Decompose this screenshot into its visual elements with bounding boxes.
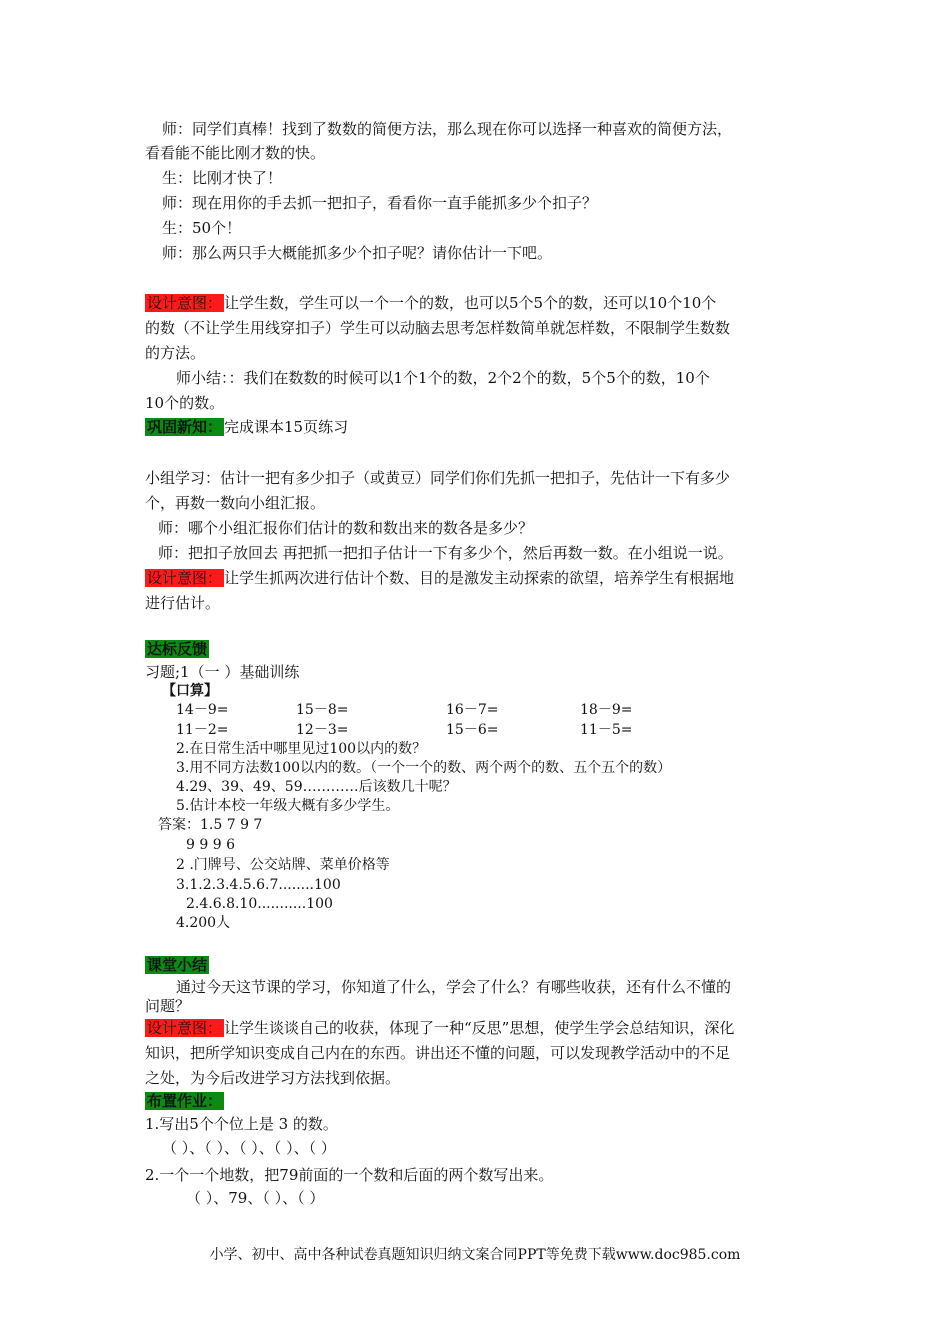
design-intent-label: 设计意图： <box>147 1019 223 1037</box>
summary-line-cont: 问题？ <box>145 997 191 1015</box>
answer-line: 9 9 9 6 <box>186 837 235 853</box>
teacher-summary-cont: 10个的数。 <box>145 394 225 412</box>
question-item: 4.29、39、49、59…………后该数几十呢？ <box>176 779 457 795</box>
paragraph-line: 进行估计。 <box>145 594 221 612</box>
paragraph-text: 让学生谈谈自己的收获，体现了一种“反思”思想，使学生学会总结知识，深化 <box>224 1019 735 1037</box>
calc-item: 15－6= <box>446 722 499 738</box>
answer-line: 2 .门牌号、公交站牌、菜单价格等 <box>176 857 390 873</box>
paragraph-line: 之处，为今后改进学习方法找到依据。 <box>145 1069 401 1087</box>
teacher-line: 师：把扣子放回去 再把抓一把扣子估计一下有多少个，然后再数一数。在小组说一说。 <box>158 544 733 562</box>
group-study-line: 小组学习：估计一把有多少扣子（或黄豆）同学们你们先抓一把扣子，先估计一下有多少 <box>145 469 731 487</box>
answer-line: 4.200人 <box>176 915 231 931</box>
consolidate-text: 完成课本15页练习 <box>224 418 349 436</box>
oral-calc-heading: 【口算】 <box>162 683 218 699</box>
section-feedback <box>145 638 209 660</box>
design-intent-paragraph <box>145 567 734 589</box>
question-item: 3.用不同方法数100以内的数。（一个一个的数、两个两个的数、五个五个的数） <box>176 760 672 776</box>
teacher-line: 师：同学们真棒！找到了数数的简便方法，那么现在你可以选择一种喜欢的简便方法， <box>162 120 733 138</box>
homework-question: 2.一个一个地数，把79前面的一个数和后面的两个数写出来。 <box>145 1166 554 1184</box>
exercise-title: 习题;1（一 ）基础训练 <box>145 663 300 681</box>
design-intent-label: 设计意图： <box>147 294 223 312</box>
group-study-line-cont: 个，再数一数向小组汇报。 <box>145 494 326 512</box>
answer-line: 2.4.6.8.10...........100 <box>186 896 333 912</box>
design-intent-paragraph <box>145 292 716 314</box>
homework-question: 1.写出5个个位上是 3 的数。 <box>145 1115 338 1133</box>
student-line: 生：50个！ <box>162 219 242 237</box>
calc-item: 14－9= <box>176 702 229 718</box>
teacher-line: 师：那么两只手大概能抓多少个扣子呢？请你估计一下吧。 <box>162 244 553 262</box>
question-item: 2.在日常生活中哪里见过100以内的数？ <box>176 741 427 757</box>
paragraph-text: 让学生抓两次进行估计个数、目的是激发主动探索的欲望，培养学生有根据地 <box>224 569 735 587</box>
design-intent-paragraph <box>145 1017 734 1039</box>
consolidate-section <box>145 416 348 438</box>
section-class-summary <box>145 954 209 976</box>
summary-line: 通过今天这节课的学习，你知道了什么，学会了什么？有哪些收获，还有什么不懂的 <box>176 978 732 996</box>
paragraph-line: 的方法。 <box>145 344 206 362</box>
student-line: 生：比刚才快了！ <box>162 169 283 187</box>
answer-line: 答案：1.5 7 9 7 <box>158 817 263 833</box>
section-heading-feedback: 达标反馈 <box>147 640 208 658</box>
page-footer: 小学、初中、高中各种试卷真题知识归纳文案合同PPT等免费下载www.doc985.com <box>209 1247 741 1263</box>
calc-item: 15－8= <box>296 702 349 718</box>
section-heading-class-summary: 课堂小结 <box>147 956 208 974</box>
section-heading-consolidate: 巩固新知： <box>147 418 223 436</box>
homework-blanks: （ ）、79、（ ）、（ ） <box>186 1189 325 1207</box>
calc-item: 11－5= <box>580 722 633 738</box>
calc-item: 12－3= <box>296 722 349 738</box>
design-intent-label: 设计意图： <box>147 569 223 587</box>
teacher-line: 师：现在用你的手去抓一把扣子，看看你一直手能抓多少个扣子？ <box>162 194 598 212</box>
section-homework <box>145 1090 224 1112</box>
calc-item: 18－9= <box>580 702 633 718</box>
homework-blanks: （ ）、（ ）、（ ）、（ ）、（ ） <box>162 1139 336 1157</box>
question-item: 5.估计本校一年级大概有多少学生。 <box>176 798 400 814</box>
section-heading-homework: 布置作业： <box>147 1092 223 1110</box>
teacher-line: 师：哪个小组汇报你们估计的数和数出来的数各是多少？ <box>158 519 534 537</box>
calc-item: 11－2= <box>176 722 229 738</box>
teacher-line-cont: 看看能不能比刚才数的快。 <box>145 144 326 162</box>
paragraph-line: 的数（不让学生用线穿扣子）学生可以动脑去思考怎样数简单就怎样数，不限制学生数数 <box>145 319 731 337</box>
paragraph-text: 让学生数，学生可以一个一个的数，也可以5个5个的数，还可以10个10个 <box>224 294 717 312</box>
answer-line: 3.1.2.3.4.5.6.7........100 <box>176 877 341 893</box>
teacher-summary: 师小结：：我们在数数的时候可以1个1个的数，2个2个的数，5个5个的数，10个 <box>176 369 710 387</box>
paragraph-line: 知识，把所学知识变成自己内在的东西。讲出还不懂的问题，可以发现教学活动中的不足 <box>145 1044 731 1062</box>
calc-item: 16－7= <box>446 702 499 718</box>
